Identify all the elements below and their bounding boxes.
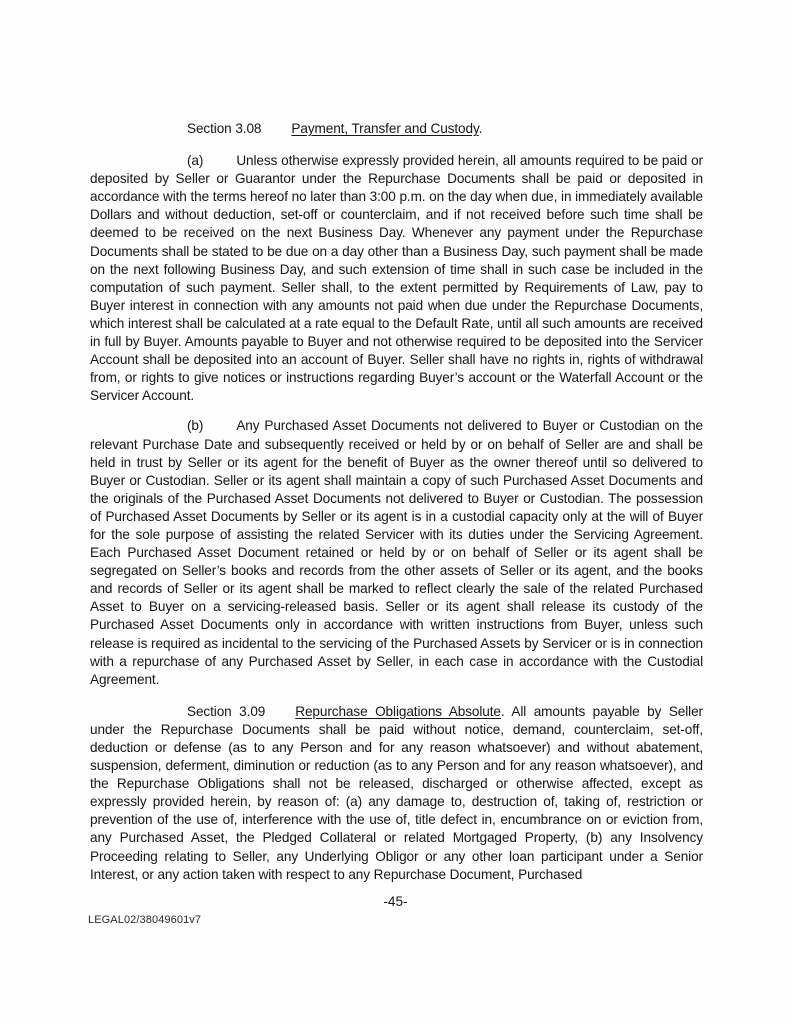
document-content (90, 0, 703, 884)
section-309-text: . All amounts payable by Seller under the Repurchase Documents shall be paid without notice, demand, counterclaim, set-off, deduction or defense (as to any Person and for any reason whatsoever) and without abatement, suspension, deferment, diminution or reduction (as to any Person and for any reason whatsoever), and the Repurchase Obligations shall not be released, discharged or otherwise affected, except as expressly provided herein, by reason of: (a) any damage to, destruction of, taking of, restriction or prevention of the use of, interference with the use of, title defect in, encumbrance on or eviction from, any Purchased Asset, the Pledged Collateral or related Mortgaged Property, (b) any Insolvency Proceeding relating to Seller, any Underlying Obligor or any other loan participant under a Senior Interest, or any action taken with respect to any Repurchase Document, Purchased (90, 703, 703, 882)
document-id-footer: LEGAL02/38049601v7 (88, 914, 202, 926)
section-309-number: Section 3.09 (187, 703, 266, 719)
section-308-period: . (478, 121, 483, 136)
paragraph-b-marker: (b) (187, 418, 204, 434)
page-number: -45- (383, 894, 408, 909)
section-308-number: Section 3.08 (187, 121, 262, 136)
paragraph-a-text: Unless otherwise expressly provided herein, all amounts required to be paid or deposited by Seller or Guarantor under the Repurchase Documents shall be paid or deposited in accordance with the terms hereof no later than 3:00 p.m. on the day when due, in immediately available Dollars and without deduction, set-off or counterclaim, and if not received before such time shall be deemed to be received on the next Business Day. Whenever any payment under the Repurchase Documents shall be stated to be due on a day other than a Business Day, such payment shall be made on the next following Business Day, and such extension of time shall in such case be included in the computation of such payment. Seller shall, to the extent permitted by Requirements of Law, pay to Buyer interest in connection with any amounts not paid when due under the Repurchase Documents, which interest shall be calculated at a rate equal to the Default Rate, until all such amounts are received in full by Buyer. Amounts payable to Buyer and not otherwise required to be deposited into the Servicer Account shall be deposited into an account of Buyer. Seller shall have no rights in, rights of withdrawal from, or rights to give notices or instructions regarding Buyer’s account or the Waterfall Account or the Servicer Account. (90, 153, 703, 404)
section-309-paragraph (90, 703, 703, 884)
paragraph-a (90, 152, 703, 405)
section-308-heading (90, 120, 703, 138)
section-309-title: Repurchase Obligations Absolute (295, 703, 501, 719)
paragraph-a-marker: (a) (187, 153, 204, 169)
section-308-title: Payment, Transfer and Custody (291, 121, 479, 136)
paragraph-b-text: Any Purchased Asset Documents not delivered to Buyer or Custodian on the relevant Purchase Date and subsequently received or held by or on behalf of Seller are and shall be held in trust by Seller or its agent for the benefit of Buyer as the owner thereof until so delivered to Buyer or Custodian. Seller or its agent shall maintain a copy of such Purchased Asset Documents and the originals of the Purchased Asset Documents not delivered to Buyer or Custodian. The possession of Purchased Asset Documents by Seller or its agent is in a custodial capacity only at the will of Buyer for the sole purpose of assisting the related Servicer with its duties under the Servicing Agreement. Each Purchased Asset Document retained or held by or on behalf of Seller or its agent shall be segregated on Seller’s books and records from the other assets of Seller or its agent, and the books and records of Seller or its agent shall be marked to reflect clearly the sale of the related Purchased Asset to Buyer on a servicing-released basis. Seller or its agent shall release its custody of the Purchased Asset Documents only in accordance with written instructions from Buyer, unless such release is required as incidental to the servicing of the Purchased Assets by Servicer or is in connection with a repurchase of any Purchased Asset by Seller, in each case in accordance with the Custodial Agreement. (90, 418, 703, 687)
paragraph-b (90, 417, 703, 688)
